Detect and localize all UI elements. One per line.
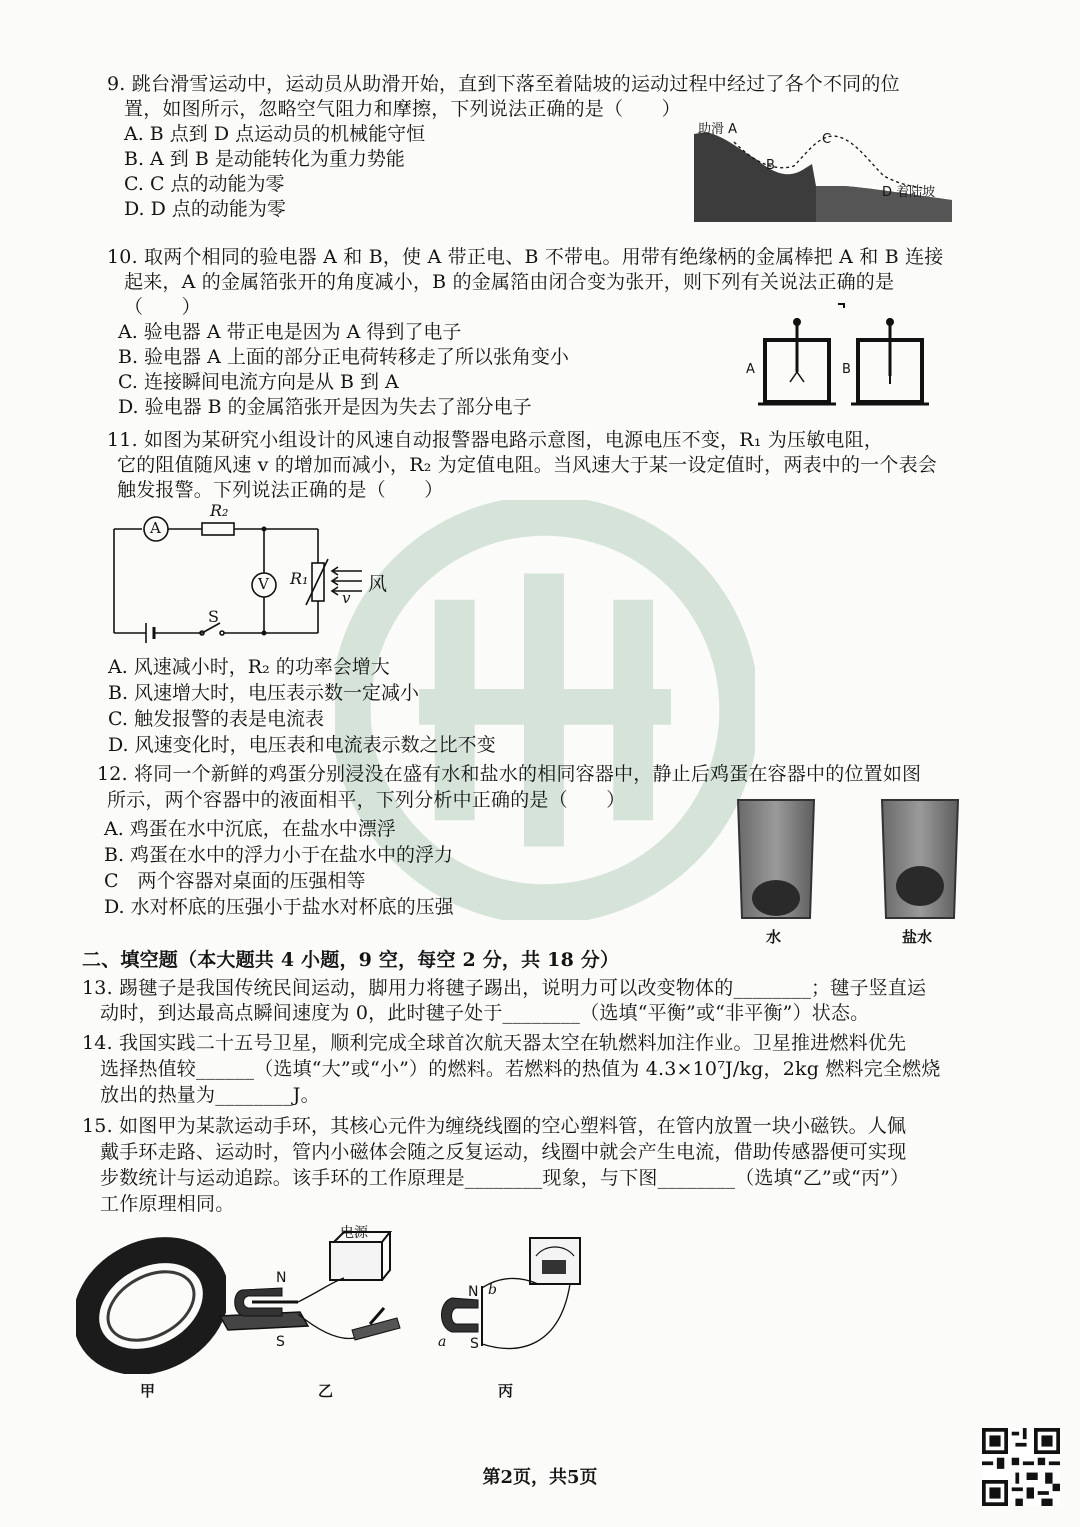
q11-option-a: A. 风速减小时，R₂ 的功率会增大 [108, 656, 390, 678]
q11-option-b: B. 风速增大时，电压表示数一定减小 [108, 682, 420, 704]
q9-option-b: B. A 到 B 是动能转化为重力势能 [124, 148, 405, 170]
q11-wind-label: 风 [368, 573, 388, 595]
q12-option-d: D. 水对杯底的压强小于盐水对杯底的压强 [104, 896, 454, 918]
q15-bing-s-label: S [470, 1336, 479, 1352]
q10-line-2: 起来，A 的金属箔张开的角度减小，B 的金属箔由闭合变为张开，则下列有关说法正确的是 [124, 271, 895, 293]
q15-fig-yi [212, 1220, 412, 1370]
q11-ammeter-label: A [150, 519, 161, 537]
q12-option-a: A. 鸡蛋在水中沉底，在盐水中漂浮 [104, 818, 396, 840]
q9-fig-label-d: D 着陆坡 [882, 185, 936, 200]
q9-line-2: 置，如图所示，忽略空气阻力和摩擦，下列说法正确的是（ ） [124, 98, 681, 120]
q15-bing-n-label: N [468, 1284, 479, 1300]
q15-fig-jia-caption: 甲 [140, 1382, 156, 1400]
qr-code-icon [982, 1428, 1060, 1506]
q12-option-b: B. 鸡蛋在水中的浮力小于在盐水中的浮力 [104, 844, 454, 866]
q11-option-c: C. 触发报警的表是电流表 [108, 708, 324, 730]
q9-fig-label-b: B [766, 158, 775, 173]
q10-option-a: A. 验电器 A 带正电是因为 A 得到了电子 [118, 321, 462, 343]
q11-r1-label: R₁ [290, 569, 309, 588]
q14-line-2: 选择热值较______（选填“大”或“小”）的燃料。若燃料的热值为 4.3×10⁷J/kg，2kg 燃料完全燃烧 [100, 1058, 941, 1080]
q14-line-1: 14. 我国实践二十五号卫星，顺利完成全球首次航天器太空在轨燃料加注作业。卫星推进燃料优先 [82, 1032, 907, 1054]
q15-line-3: 步数统计与运动追踪。该手环的工作原理是________现象，与下图________（选填“乙”或“丙”） [100, 1167, 910, 1189]
q11-line-1: 11. 如图为某研究小组设计的风速自动报警器电路示意图，电源电压不变，R₁ 为压敏电阻， [107, 429, 884, 451]
q13-line-1: 13. 踢毽子是我国传统民间运动，脚用力将毽子踢出，说明力可以改变物体的________；毽子竖直运 [82, 977, 927, 999]
q13-line-2: 动时，到达最高点瞬间速度为 0，此时毽子处于________（选填“平衡”或“非平衡”）状态。 [100, 1002, 870, 1024]
section-2-heading: 二、填空题（本大题共 4 小题，9 空，每空 2 分，共 18 分） [82, 949, 620, 971]
q9-option-c: C. C 点的动能为零 [124, 173, 285, 195]
q15-fig-bing [430, 1236, 605, 1366]
q10-electroscope-figure [740, 300, 940, 415]
q10-line-1: 10. 取两个相同的验电器 A 和 B，使 A 带正电、B 不带电。用带有绝缘柄的金属棒把 A 和 B 连接 [107, 246, 944, 268]
q9-option-a: A. B 点到 D 点运动员的机械能守恒 [124, 123, 426, 145]
q15-yi-s-label: S [276, 1334, 285, 1350]
q12-option-c: C 两个容器对桌面的压强相等 [104, 870, 366, 892]
q15-fig-yi-caption: 乙 [318, 1382, 334, 1400]
q10-line-3: （ ） [124, 296, 201, 318]
q14-line-3: 放出的热量为________J。 [100, 1084, 320, 1106]
q10-option-c: C. 连接瞬间电流方向是从 B 到 A [118, 371, 399, 393]
q10-fig-label-b: B [842, 362, 851, 377]
q11-switch-label: S [208, 607, 219, 626]
q15-line-1: 15. 如图甲为某款运动手环，其核心元件为缠绕线圈的空心塑料管，在管内放置一块小磁铁。人佩 [82, 1115, 907, 1137]
q12-water-label: 水 [766, 928, 782, 946]
q9-ski-jump-figure [694, 114, 952, 222]
q12-line-1: 12. 将同一个新鲜的鸡蛋分别浸没在盛有水和盐水的相同容器中，静止后鸡蛋在容器中的位置如图 [97, 763, 922, 785]
q11-r2-label: R₂ [210, 501, 229, 520]
q10-option-b: B. 验电器 A 上面的部分正电荷转移走了所以张角变小 [118, 346, 569, 368]
page-number: 第2页，共5页 [482, 1467, 598, 1488]
q10-fig-label-a: A [746, 362, 755, 377]
q11-line-3: 触发报警。下列说法正确的是（ ） [117, 479, 444, 501]
q9-option-d: D. D 点的动能为零 [124, 198, 286, 220]
q9-fig-label-c: C [822, 132, 832, 147]
q15-bing-a-label: a [438, 1334, 447, 1350]
q15-yi-n-label: N [276, 1270, 287, 1286]
q15-wristband-figure [76, 1234, 226, 1374]
q15-fig-bing-caption: 丙 [498, 1382, 514, 1400]
q11-option-d: D. 风速变化时，电压表和电流表示数之比不变 [108, 734, 496, 756]
q11-circuit-figure [110, 501, 410, 645]
q11-v-label: v [342, 589, 351, 607]
q12-line-2: 所示，两个容器中的液面相平，下列分析中正确的是（ ） [107, 789, 626, 811]
q15-bing-b-label: b [488, 1282, 497, 1298]
q12-saltwater-label: 盐水 [902, 928, 933, 946]
q9-line-1: 9. 跳台滑雪运动中，运动员从助滑开始，直到下落至着陆坡的运动过程中经过了各个不同的位 [107, 73, 900, 95]
q11-voltmeter-label: V [258, 575, 269, 593]
q15-line-4: 工作原理相同。 [100, 1193, 235, 1215]
q9-fig-label-a: 助滑 A [698, 122, 738, 137]
q15-line-2: 戴手环走路、运动时，管内小磁体会随之反复运动，线圈中就会产生电流，借助传感器便可实现 [100, 1141, 907, 1163]
q12-beakers-figure [734, 796, 964, 946]
q10-option-d: D. 验电器 B 的金属箔张开是因为失去了部分电子 [118, 396, 532, 418]
q15-power-label: 电源 [340, 1225, 368, 1241]
q11-line-2: 它的阻值随风速 v 的增加而减小，R₂ 为定值电阻。当风速大于某一设定值时，两表中的一个表会 [117, 454, 937, 476]
